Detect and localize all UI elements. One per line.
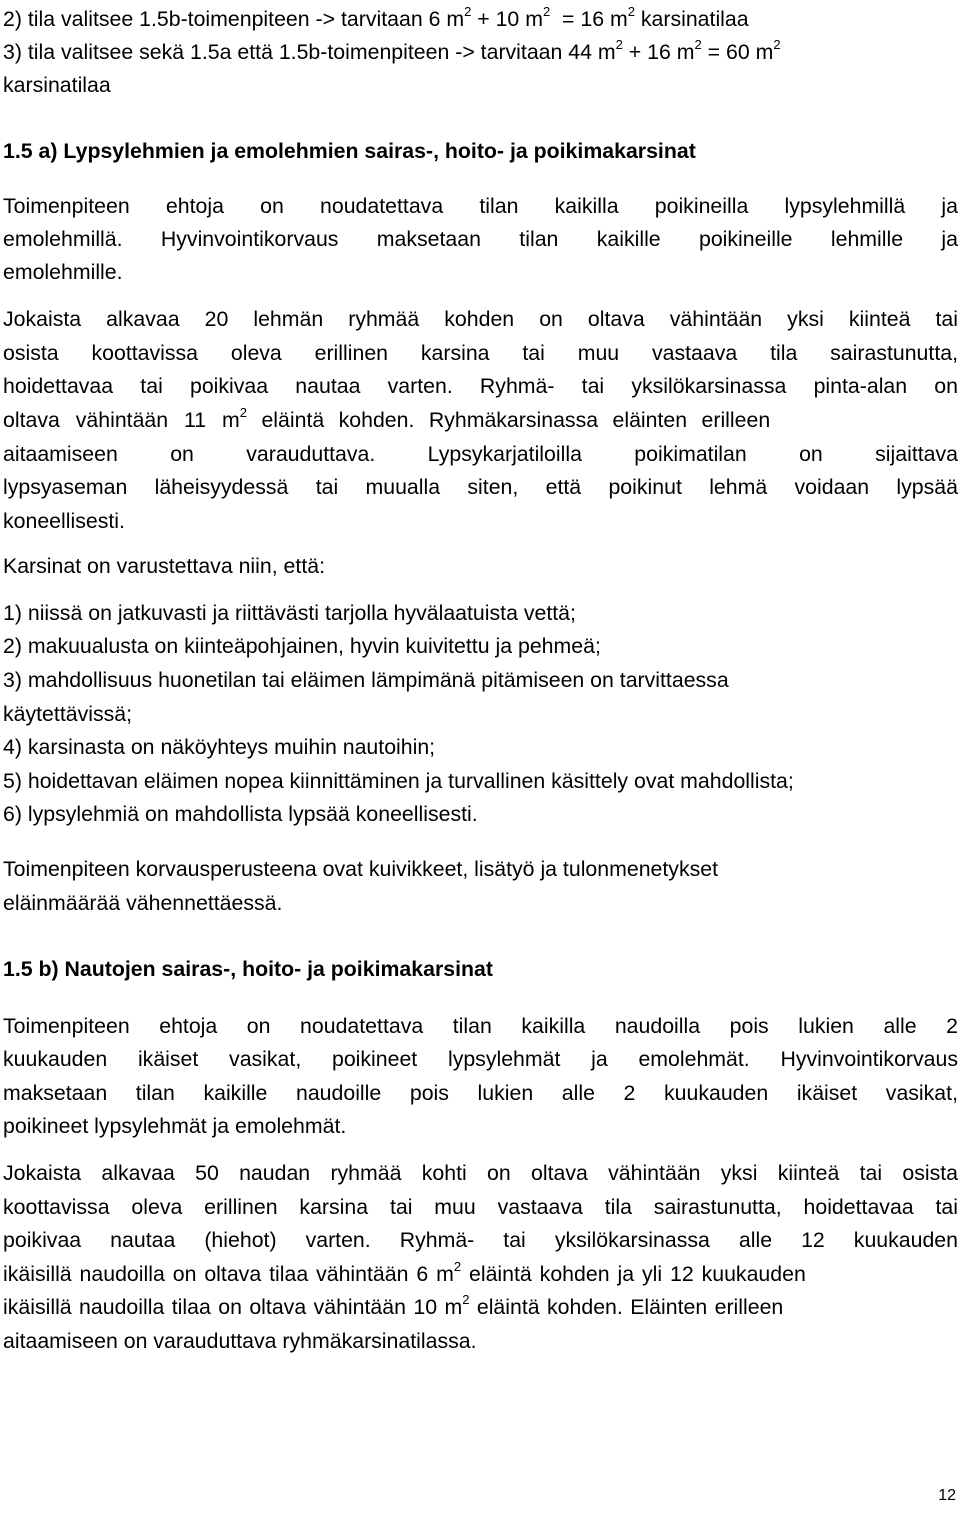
section-b-p2-line: koottavissa oleva erillinen karsina tai muu vastaava tila sairastunutta, hoidettavaa tai — [3, 1195, 958, 1219]
section-b-heading: 1.5 b) Nautojen sairas-, hoito- ja poikimakarsinat — [3, 957, 493, 981]
section-a-p2-line: hoidettavaa tai poikivaa nautaa varten. Ryhmä- tai yksilökarsinassa pinta-alan on — [3, 374, 958, 398]
requirement-item: käytettävissä; — [3, 702, 133, 726]
requirement-item: 6) lypsylehmiä on mahdollista lypsää koneellisesti. — [3, 802, 478, 826]
section-b-p2-line: Jokaista alkavaa 50 naudan ryhmää kohti on oltava vähintään yksi kiinteä tai osista — [3, 1161, 958, 1185]
section-a-p2-line: Jokaista alkavaa 20 lehmän ryhmää kohden on oltava vähintään yksi kiinteä tai — [3, 307, 958, 331]
section-a-p2-line: osista koottavissa oleva erillinen karsina tai muu vastaava tila sairastunutta, — [3, 341, 958, 365]
section-a-p2-line: lypsyaseman läheisyydessä tai muualla siten, että poikinut lehmä voidaan lypsää — [3, 475, 958, 499]
requirement-item: 3) mahdollisuus huonetilan tai eläimen lämpimänä pitämiseen on tarvittaessa — [3, 668, 729, 692]
section-b-p2-line-area: ikäisillä naudoilla on oltava tilaa vähintään 6 $m^2$ eläintä kohden ja yli 12 kuukauden — [3, 1259, 806, 1286]
section-b-p2-line: aitaamiseen on varauduttava ryhmäkarsinatilassa. — [3, 1329, 477, 1353]
requirements-intro: Karsinat on varustettava niin, että: — [3, 554, 326, 578]
section-b-p2-line: poikivaa nautaa (hiehot) varten. Ryhmä- tai yksilökarsinassa alle 12 kuukauden — [3, 1228, 958, 1252]
section-a-p1-line: emolehmillä. Hyvinvointikorvaus maksetaan tilan kaikille poikineille lehmille ja — [3, 227, 958, 251]
section-a-heading: 1.5 a) Lypsylehmien ja emolehmien sairas-, hoito- ja poikimakarsinat — [3, 139, 696, 163]
section-b-p1-line: kuukauden ikäiset vasikat, poikineet lypsylehmät ja emolehmät. Hyvinvointikorvaus — [3, 1047, 958, 1071]
requirement-item: 5) hoidettavan eläimen nopea kiinnittäminen ja turvallinen käsittely ovat mahdollista; — [3, 769, 794, 793]
section-b-p1-line: Toimenpiteen ehtoja on noudatettava tilan kaikilla naudoilla pois lukien alle 2 — [3, 1014, 958, 1038]
section-b-p2-line-area: ikäisillä naudoilla tilaa on oltava vähintään 10 $m^2$ eläintä kohden. Eläinten erilleen — [3, 1292, 784, 1319]
compensation-basis-line: eläinmäärää vähennettäessä. — [3, 891, 283, 915]
requirement-item: 4) karsinasta on näköyhteys muihin nautoihin; — [3, 735, 436, 759]
section-a-p1-line: Toimenpiteen ehtoja on noudatettava tilan kaikilla poikineilla lypsylehmillä ja — [3, 194, 958, 218]
option-line-3-end: karsinatilaa — [3, 73, 111, 97]
section-a-p2-line-area: oltava vähintään 11 $m^2$ eläintä kohden. Ryhmäkarsinassa eläinten erilleen — [3, 405, 771, 432]
section-a-p1-line: emolehmille. — [3, 260, 123, 284]
section-a-p2-line: aitaamiseen on varauduttava. Lypsykarjatiloilla poikimatilan on sijaittava — [3, 442, 958, 466]
compensation-basis-line: Toimenpiteen korvausperusteena ovat kuivikkeet, lisätyö ja tulonmenetykset — [3, 857, 719, 881]
page-number: 12 — [938, 1487, 956, 1504]
section-a-p2-line: koneellisesti. — [3, 509, 125, 533]
option-line-2: 2) tila valitsee 1.5b-toimenpiteen -> tarvitaan 6 $m^2 + 10$ $m^2 = 16$ $m^2$ karsinatilaa — [3, 4, 749, 31]
requirement-item: 2) makuualusta on kiinteäpohjainen, hyvin kuivitettu ja pehmeä; — [3, 634, 601, 658]
requirement-item: 1) niissä on jatkuvasti ja riittävästi tarjolla hyvälaatuista vettä; — [3, 601, 576, 625]
section-b-p1-line: maksetaan tilan kaikille naudoille pois lukien alle 2 kuukauden ikäiset vasikat, — [3, 1081, 958, 1105]
section-b-p1-line: poikineet lypsylehmät ja emolehmät. — [3, 1114, 347, 1138]
option-line-3: 3) tila valitsee sekä 1.5a että 1.5b-toimenpiteen -> tarvitaan 44 $m^2 + 16$ $m^2 = 60$ $m^2$ — [3, 37, 781, 64]
